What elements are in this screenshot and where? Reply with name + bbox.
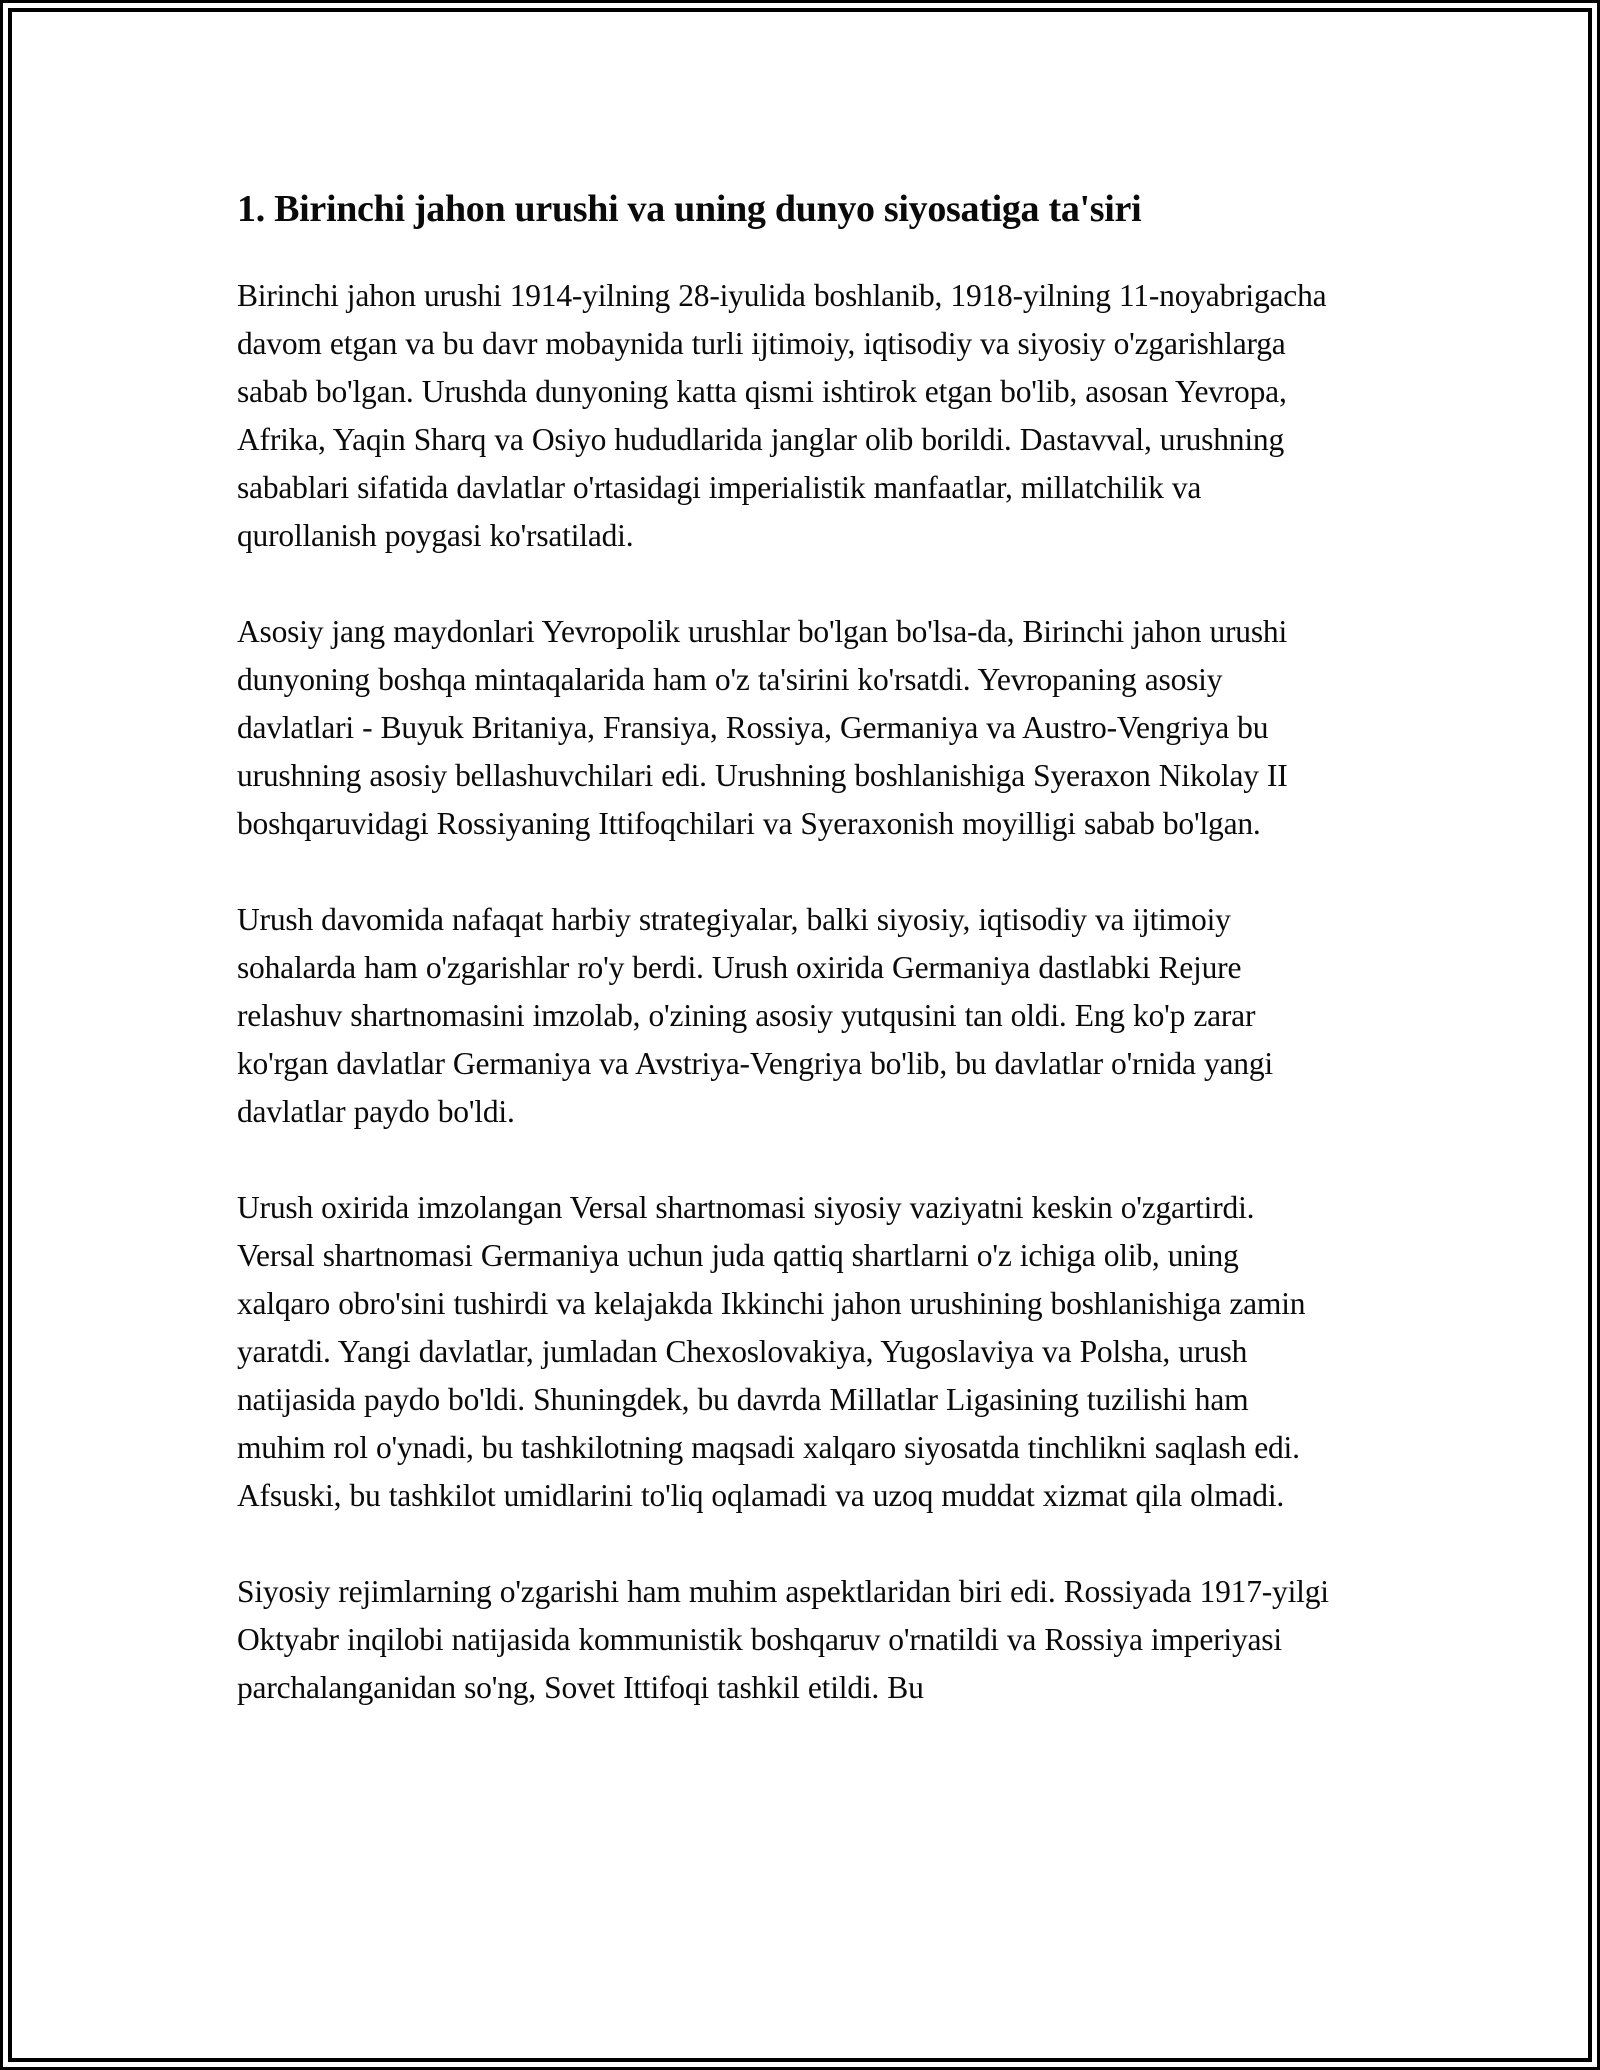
paragraph-versailles-treaty: Urush oxirida imzolangan Versal shartnomasi siyosiy vaziyatni keskin o'zgartirdi. Versal shartnomasi Germaniya uchun juda qattiq shartlarni o'z ichiga olib, uning xalqaro obro'sini tushirdi va kelajakda Ikkinchi jahon urushining boshlanishiga zamin yaratdi. Yangi davlatlar, jumladan Chexoslovakiya, Yugoslaviya va Polsha, urush natijasida paydo bo'ldi. Shuningdek, bu davrda Millatlar Ligasining tuzilishi ham muhim rol o'ynadi, bu tashkilotning maqsadi xalqaro siyosatda tinchlikni saqlash edi. Afsuski, bu tashkilot umidlarini to'liq oqlamadi va uzoq muddat xizmat qila olmadi. — [237, 1190, 1306, 1513]
section-heading: 1. Birinchi jahon urushi va uning dunyo siyosatiga ta'siri — [237, 188, 1142, 230]
paragraph-political-regimes: Siyosiy rejimlarning o'zgarishi ham muhim aspektlaridan biri edi. Rossiyada 1917-yilgi Oktyabr inqilobi natijasida kommunistik boshqaruv o'rnatildi va Rossiya imperiyasi parchalanganidan so'ng, Sovet Ittifoqi tashkil etildi. Bu — [237, 1574, 1329, 1705]
paragraph-changes-during-war: Urush davomida nafaqat harbiy strategiyalar, balki siyosiy, iqtisodiy va ijtimoiy sohalarda ham o'zgarishlar ro'y berdi. Urush oxirida Germaniya dastlabki Rejure relashuv shartnomasini imzolab, o'zining asosiy yutqusini tan oldi. Eng ko'p zarar ko'rgan davlatlar Germaniya va Avstriya-Vengriya bo'lib, bu davlatlar o'rnida yangi davlatlar paydo bo'ldi. — [237, 902, 1273, 1129]
paragraph-battlefields: Asosiy jang maydonlari Yevropolik urushlar bo'lgan bo'lsa-da, Birinchi jahon urushi dunyoning boshqa mintaqalarida ham o'z ta'sirini ko'rsatdi. Yevropaning asosiy davlatlari - Buyuk Britaniya, Fransiya, Rossiya, Germaniya va Austro-Vengriya bu urushning asosiy bellashuvchilari edi. Urushning boshlanishiga Syeraxon Nikolay II boshqaruvidagi Rossiyaning Ittifoqchilari va Syeraxonish moyilligi sabab bo'lgan. — [237, 614, 1288, 841]
paragraph-intro-ww1: Birinchi jahon urushi 1914-yilning 28-iyulida boshlanib, 1918-yilning 11-noyabrigacha davom etgan va bu davr mobaynida turli ijtimoiy, iqtisodiy va siyosiy o'zgarishlarga sabab bo'lgan. Urushda dunyoning katta qismi ishtirok etgan bo'lib, asosan Yevropa, Afrika, Yaqin Sharq va Osiyo hududlarida janglar olib borildi. Dastavval, urushning sabablari sifatida davlatlar o'rtasidagi imperialistik manfaatlar, millatchilik va qurollanish poygasi ko'rsatiladi. — [237, 278, 1327, 553]
